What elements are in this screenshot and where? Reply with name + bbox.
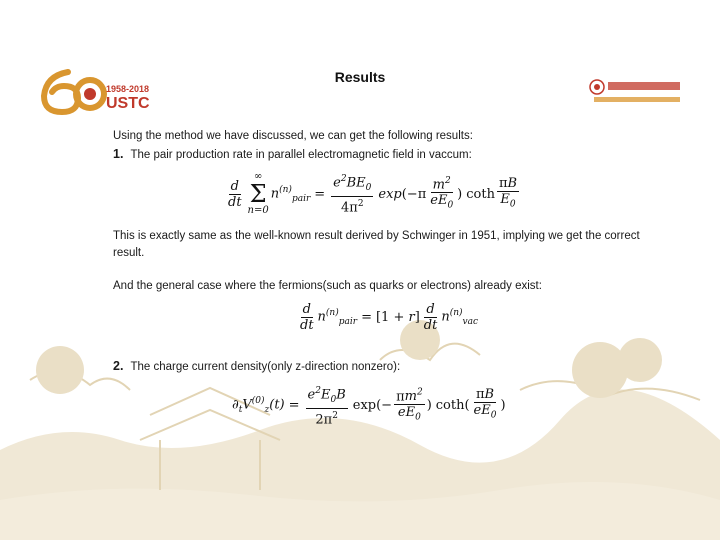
logo-years: 1958-2018 bbox=[106, 84, 150, 94]
intro-text: Using the method we have discussed, we can get the following results: bbox=[113, 130, 473, 142]
result-item-1 bbox=[113, 146, 653, 164]
item-1-text: The pair production rate in parallel electromagnetic field in vaccum: bbox=[130, 149, 472, 161]
schwinger-comparison-text: This is exactly same as the well-known result derived by Schwinger in 1951, implying we get the correct result. bbox=[113, 230, 640, 259]
item-2-text: The charge current density(only z-direction nonzero): bbox=[130, 361, 401, 373]
item-1-number: 1. bbox=[113, 147, 124, 161]
general-case-text: And the general case where the fermions(such as quarks or electrons) already exist: bbox=[113, 280, 542, 292]
equation-charge-current-density: $\partial_tV^{(0)}_z(t)$ = $\frac{e^2E_0B}{2\pi^2}$ exp(− $\frac{\pi m^2}{eE_0}$ ) coth( $\frac{\pi B}{eE_0}$ ) bbox=[232, 386, 506, 428]
item-2-number: 2. bbox=[113, 359, 124, 373]
equation-general-case: $\frac{d}{dt}$ $n^{(n)}_{pair}$ = [1 + r] $\frac{d}{dt}$ $n^{(n)}_{vac}$ bbox=[300, 302, 479, 333]
slide-title: Results bbox=[334, 69, 386, 85]
logo-name: USTC bbox=[106, 95, 150, 112]
equation-pair-production-rate: $\frac{d}{dt}$ ∞ Σ n=0 $n^{(n)}_{pair}$ = $\frac{e^2BE_0}{4\pi^2}$ exp (−π $\frac{m^2}{eE_0}$ ) coth $\frac{\pi B}{E_0}$ bbox=[228, 171, 518, 216]
result-item-2 bbox=[113, 358, 653, 376]
